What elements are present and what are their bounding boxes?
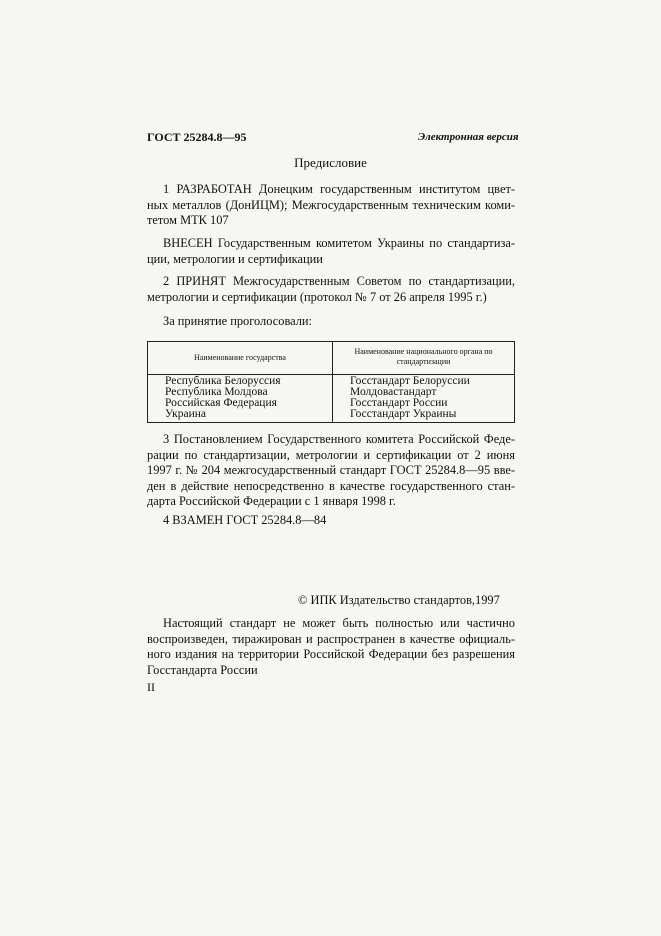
text-line: рации по стандартизации, метрологии и сертификации от 2 июня	[147, 447, 515, 462]
text-line: воспроизведен, тиражирован и распространен в качестве официаль-	[147, 631, 515, 646]
table-cell-state: Российская Федерация	[165, 397, 277, 409]
voted-label: За принятие проголосовали:	[163, 314, 312, 328]
text-line: ных металлов (ДонИЦМ); Межгосударственным техническим коми-	[147, 197, 515, 212]
text-line: Настоящий стандарт не может быть полностью или частично	[163, 616, 515, 630]
text-line: дарта Российской Федерации с 1 января 1998 г.	[147, 494, 396, 508]
paragraph-adopted	[147, 274, 515, 305]
table-cell-state: Украина	[165, 408, 206, 420]
table-header-body-line: стандартизации	[396, 357, 451, 366]
text-line: 2 ПРИНЯТ Межгосударственным Советом по стандартизации,	[163, 274, 515, 288]
table-cell-state: Республика Молдова	[165, 386, 268, 398]
table-cell-body: Госстандарт России	[350, 397, 448, 409]
copyright-notice: © ИПК Издательство стандартов,1997	[298, 593, 500, 607]
paragraph-reproduction-notice	[147, 616, 515, 678]
text-line: метрологии и сертификации (протокол № 7 от 26 апреля 1995 г.)	[147, 289, 487, 304]
voting-table	[147, 341, 515, 423]
paragraph-replaces	[147, 513, 515, 529]
paragraph-enacted	[147, 432, 515, 510]
header-document-code: ГОСТ 25284.8—95	[147, 130, 247, 144]
table-header-body	[333, 347, 514, 367]
table-cell-body: Госстандарт Белоруссии	[350, 375, 470, 387]
paragraph-submitted	[147, 236, 515, 267]
table-cell-state: Республика Белоруссия	[165, 375, 281, 387]
text-line: 4 ВЗАМЕН ГОСТ 25284.8—84	[163, 513, 327, 527]
text-line: 3 Постановлением Государственного комитета Российской Феде-	[163, 432, 515, 446]
text-line: 1997 г. № 204 межгосударственный стандарт ГОСТ 25284.8—95 вве-	[147, 463, 515, 477]
text-line: ции, метрологии и сертификации	[147, 251, 323, 266]
table-header-state: Наименование государства	[194, 353, 286, 362]
text-line: 1 РАЗРАБОТАН Донецким государственным институтом цвет-	[163, 182, 515, 196]
text-line: ВНЕСЕН Государственным комитетом Украины по стандартиза-	[163, 236, 515, 250]
page-title: Предисловие	[294, 155, 367, 170]
header-edition-note: Электронная версия	[418, 131, 519, 143]
page-number: II	[147, 680, 155, 694]
text-line: ного издания на территории Российской Федерации без разрешения	[147, 647, 515, 661]
table-cell-body: Молдовастандарт	[350, 386, 437, 398]
text-line: Госстандарта России	[147, 662, 258, 677]
text-line: тетом МТК 107	[147, 213, 229, 227]
table-cell-body: Госстандарт Украины	[350, 408, 457, 420]
paragraph-developed	[147, 182, 515, 229]
table-header-body-line: Наименование национального органа по	[354, 347, 493, 356]
text-line: ден в действие непосредственно в качестве государственного стан-	[147, 478, 515, 493]
